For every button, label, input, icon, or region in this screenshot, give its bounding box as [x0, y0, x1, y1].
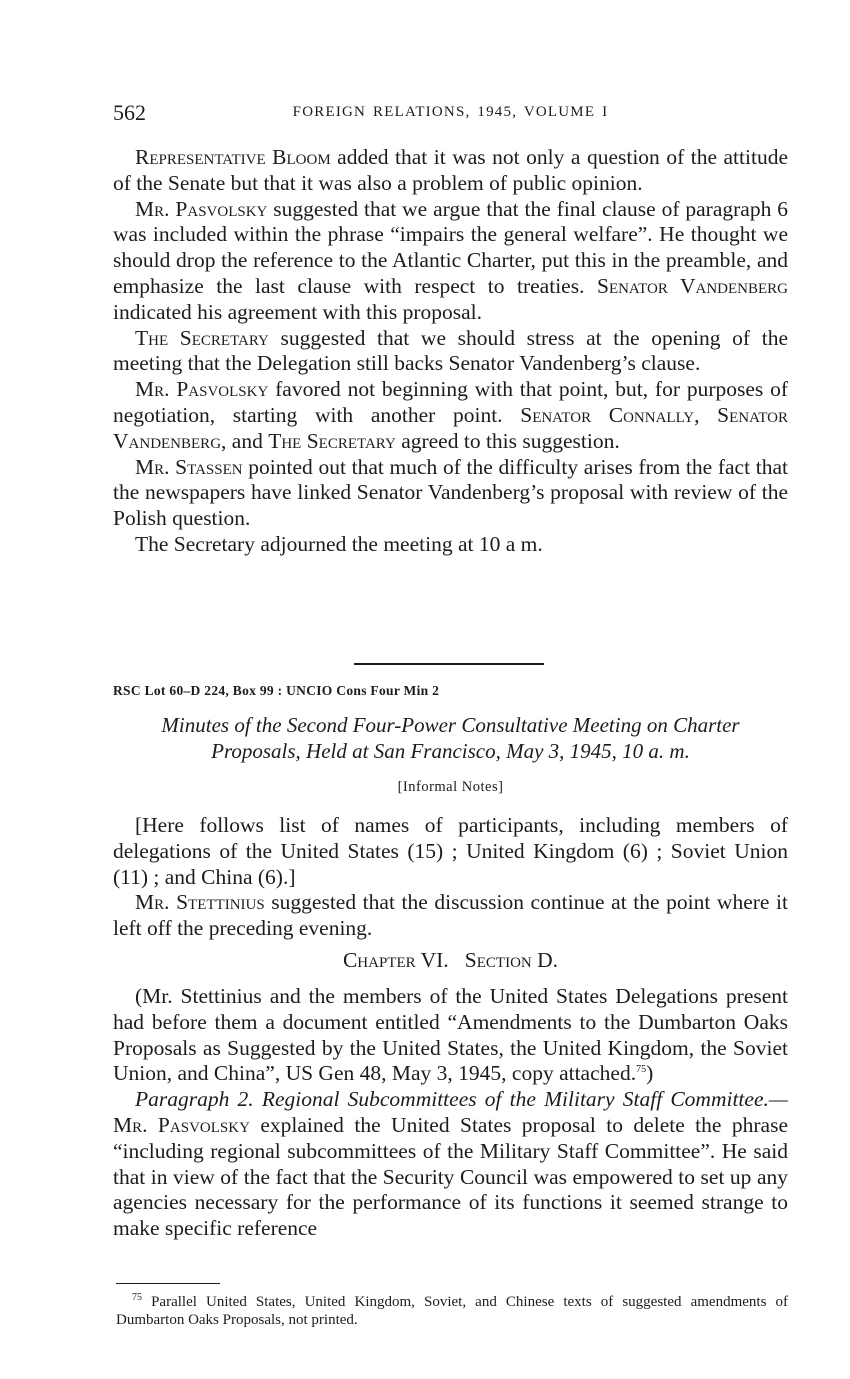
paragraph: The Secretary adjourned the meeting at 10 a m. — [135, 531, 543, 556]
paragraph: Paragraph 2. Regional Subcommittees of the Military Staff Committee.—Mr. Pasvolsky explained the United States proposal to delete the phrase “including regional subcommittees of the Military Staff Committee”. He said that in view of the fact that the Security Council was empowered to set up any agencies necessary for the performance of its functions it seemed strange to make specific reference — [113, 1087, 788, 1241]
paragraph: Mr. Stassen pointed out that much of the difficulty arises from the fact that the newspapers have linked Senator Vandenberg’s proposal with review of the Polish question. — [113, 454, 788, 531]
paragraph: Mr. Pasvolsky suggested that we argue that the final clause of paragraph 6 was included within the phrase “impairs the general welfare”. He thought we should drop the reference to the Atlantic Charter, put this in the preamble, and emphasize the last clause with respect to treaties. Senator Vandenberg indicated his agreement with this proposal. — [113, 196, 788, 324]
speaker-name: Mr. Pasvolsky — [135, 377, 269, 402]
page-number: 562 — [113, 100, 146, 125]
paragraph: Mr. Pasvolsky favored not beginning with that point, but, for purposes of negotiation, starting with another point. Senator Connally, Senator Vandenberg, and The Secretary agreed to this suggestion. — [113, 377, 789, 453]
footnote-ref: 75 — [636, 1064, 647, 1076]
footnote-rule — [116, 1283, 220, 1284]
section-separator — [354, 663, 544, 665]
paragraph: (Mr. Stettinius and the members of the United States Delegations present had before them a document entitled “Amendments to the Dumbarton Oaks Proposals as Suggested by the United States, the United Kingdom, the Soviet Union, and China”, US Gen 48, May 3, 1945, copy attached.$^{75}$) — [113, 984, 788, 1086]
running-head: FOREIGN RELATIONS, 1945, VOLUME I — [292, 104, 609, 120]
paragraph: Mr. Stettinius suggested that the discussion continue at the point where it left off the preceding evening. — [113, 890, 788, 941]
speaker-name: Representative Bloom — [135, 145, 331, 169]
speaker-name: Mr. Stettinius — [135, 890, 265, 915]
page-header — [113, 100, 788, 130]
meeting-text-block — [113, 145, 788, 558]
source-citation: RSC Lot 60–D 224, Box 99 : UNCIO Cons Four Min 2 — [113, 683, 440, 698]
discussion-block — [113, 984, 788, 1242]
footnote: $^{75}$ Parallel United States, United Kingdom, Soviet, and Chinese texts of suggested amendments of Dumbarton Oaks Proposals, not printed. — [116, 1292, 788, 1328]
paragraph: The Secretary suggested that we should stress at the opening of the meeting that the Delegation still backs Senator Vandenberg’s clause. — [113, 325, 788, 376]
footnote-marker: 75 — [132, 1292, 142, 1303]
chapter-heading: Chapter VI. Section D. — [342, 948, 559, 972]
paragraph-heading: Paragraph 2. Regional Subcommittees of the Military Staff Committee.— — [135, 1087, 788, 1112]
paragraph: [Here follows list of names of participants, including members of delegations of the United States (15) ; United Kingdom (6) ; Soviet Union (11) ; and China (6).] — [113, 813, 788, 889]
document-title: Minutes of the Second Four-Power Consultative Meeting on Charter Proposals, Held at San Francisco, May 3, 1945, 10 a. m. — [161, 713, 740, 763]
paragraph: Representative Bloom added that it was not only a question of the attitude of the Senate but that it was also a problem of public opinion. — [113, 145, 788, 195]
informal-notes-label: [Informal Notes] — [397, 779, 504, 795]
speaker-name: The Secretary — [135, 325, 269, 350]
speaker-name: Mr. Pasvolsky — [135, 196, 268, 221]
speaker-name: Senator Connally — [520, 402, 695, 427]
speaker-name: Senator Vandenberg — [596, 273, 788, 298]
speaker-name: Mr. Stassen — [135, 454, 243, 479]
speaker-name: Mr. Pasvolsky — [113, 1112, 250, 1137]
speaker-name: Senator Vandenberg — [113, 402, 789, 453]
participants-block — [113, 813, 788, 942]
speaker-name: The Secretary — [268, 428, 396, 453]
